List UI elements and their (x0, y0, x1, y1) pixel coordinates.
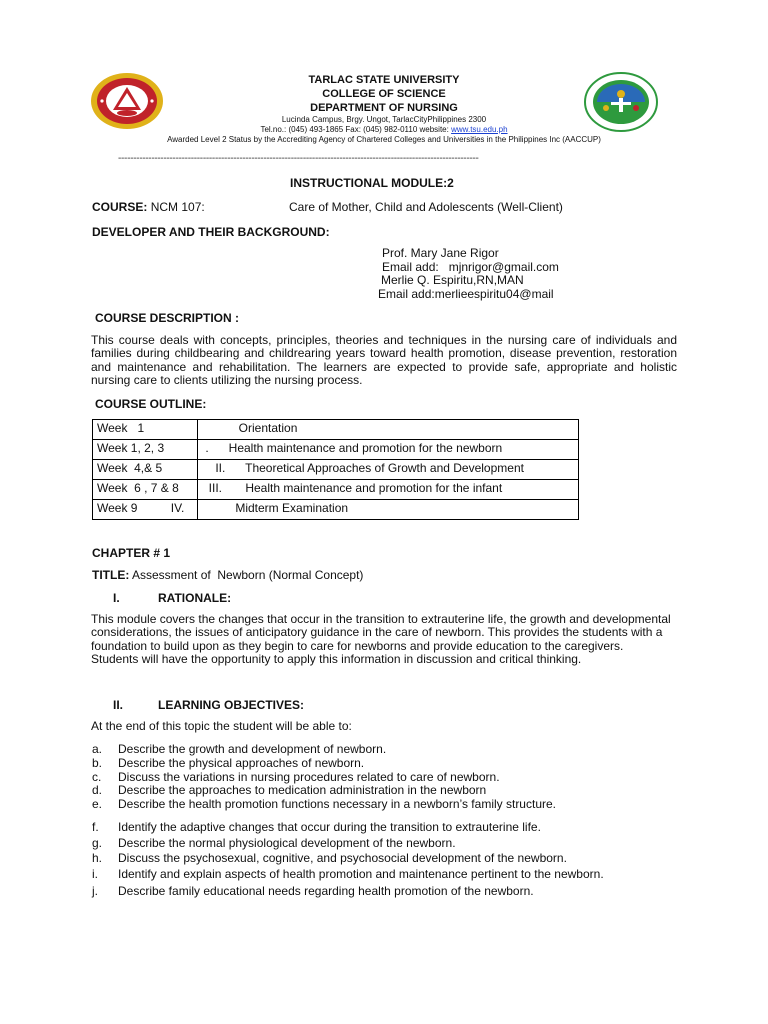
rationale-heading: RATIONALE: (158, 591, 232, 605)
module-title: INSTRUCTIONAL MODULE:2 (290, 176, 454, 190)
rationale-text: This module covers the changes that occur in the transition to extrauterine life, the growth and developmental considerations, the issues of anticipatory guidance in the care of newborn. This provides the students with a foundation to build upon as they begin to care for newborns and provide education to the caregivers. Students will have the opportunity to apply this information in discussion and critical thinking. (91, 612, 671, 667)
table-row (93, 500, 579, 520)
table-row (93, 420, 579, 440)
objectives-heading: LEARNING OBJECTIVES: (158, 698, 305, 712)
objectives-number: II. (113, 698, 124, 712)
week-cell: Week 9 IV. (93, 500, 198, 520)
campus-address: Lucinda Campus, Brgy. Ungot, TarlacCityPhilippines 2300 (281, 115, 487, 124)
course-code: NCM 107: (150, 200, 205, 214)
topic-cell: Midterm Examination (198, 500, 579, 520)
week-cell: Week 6 , 7 & 8 (93, 480, 198, 500)
developer-label: DEVELOPER AND THEIR BACKGROUND: (92, 225, 330, 239)
table-row (93, 480, 579, 500)
topic-cell: . Health maintenance and promotion for the newborn (198, 440, 579, 460)
developer-line-2: Email add: mjnrigor@gmail.com (382, 260, 559, 274)
course-outline-label: COURSE OUTLINE: (95, 397, 207, 411)
course-label: COURSE: (92, 200, 148, 214)
chapter-heading: CHAPTER # 1 (92, 546, 171, 560)
topic-cell: III. Health maintenance and promotion for the infant (198, 480, 579, 500)
website-link[interactable]: www.tsu.edu.ph (451, 125, 508, 134)
week-cell: Week 4,& 5 (93, 460, 198, 480)
college-name: COLLEGE OF SCIENCE (322, 88, 446, 100)
week-cell: Week 1 (93, 420, 198, 440)
university-name: TARLAC STATE UNIVERSITY (308, 74, 460, 86)
developer-line-3: Merlie Q. Espiritu,RN,MAN (381, 273, 524, 287)
week-cell: Week 1, 2, 3 (93, 440, 198, 460)
course-line (92, 200, 205, 214)
header-divider: ----------------------------------------------------------------------------------------------------------------------- (118, 154, 479, 164)
rationale-number: I. (113, 591, 120, 605)
topic-cell: II. Theoretical Approaches of Growth and Development (198, 460, 579, 480)
department-name: DEPARTMENT OF NURSING (310, 102, 458, 114)
course-description-label: COURSE DESCRIPTION : (95, 311, 240, 325)
developer-line-4: Email add:merlieespiritu04@mail (378, 287, 554, 301)
course-name: Care of Mother, Child and Adolescents (Well-Client) (289, 200, 563, 214)
course-outline-table (92, 419, 579, 520)
table-row (93, 440, 579, 460)
topic-cell: Orientation (198, 420, 579, 440)
title-text: Assessment of Newborn (Normal Concept) (129, 568, 364, 582)
title-label: TITLE: (92, 568, 130, 582)
contact-text: Tel.no.: (045) 493-1865 Fax: (045) 982-0110 website: (260, 125, 452, 134)
objectives-intro: At the end of this topic the student will be able to: (91, 719, 352, 733)
chapter-title (92, 568, 363, 582)
accreditation-line: Awarded Level 2 Status by the Accrediting Agency of Chartered Colleges and Universities in the Philippines Inc (AACCUP) (167, 135, 601, 144)
course-description-text: This course deals with concepts, principles, theories and techniques in the nursing care of individuals and families during childbearing and childrearing years toward health promotion, disease prevention, restoration and maintenance and rehabilitation. The learners are expected to provide safe, appropriate and holistic nursing care to clients utilizing the nursing process. (91, 333, 677, 388)
developer-line-1: Prof. Mary Jane Rigor (382, 246, 499, 260)
table-row (93, 460, 579, 480)
